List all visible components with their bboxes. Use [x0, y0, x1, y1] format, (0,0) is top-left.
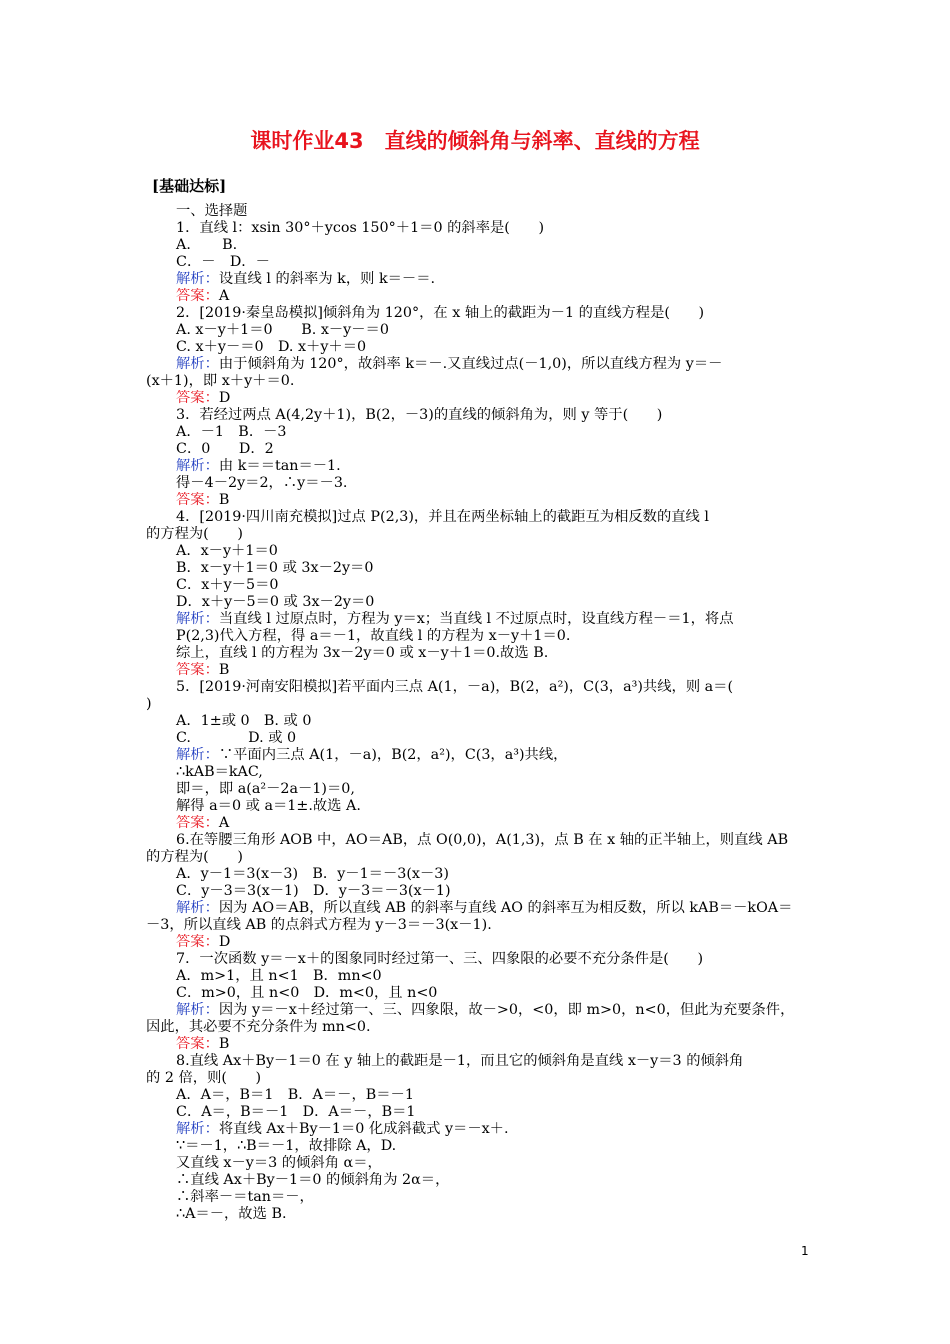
text-line	[146, 900, 812, 917]
line-text: 8.直线 Ax＋By－1＝0 在 y 轴上的截距是－1，而且它的倾斜角是直线 x－y＝3 的倾斜角	[176, 1053, 744, 1069]
line-text: C. x＋y－＝0 D. x＋y＋＝0	[176, 339, 367, 355]
text-line	[146, 390, 812, 407]
text-line	[146, 526, 812, 543]
line-text: 由 k＝＝tan＝－1.	[218, 458, 341, 474]
analysis-label: 解析：	[176, 611, 219, 627]
text-line	[146, 1019, 812, 1036]
answer-label: 答案：	[176, 288, 219, 304]
text-line	[146, 934, 812, 951]
line-text: 的方程为( )	[146, 849, 243, 865]
text-line	[146, 407, 812, 424]
line-text: A. x－y＋1＝0 B. x－y－＝0	[176, 322, 389, 338]
line-text: ∵平面内三点 A(1，－a)，B(2，a²)，C(3，a³)共线，	[218, 747, 568, 763]
text-line	[146, 696, 812, 713]
text-line	[146, 645, 812, 662]
section-heading: [基础达标]	[152, 177, 227, 195]
line-text: 因为 y＝－x＋经过第一、三、四象限，故－>0，<0，即 m>0，n<0，但此为充要条件，	[218, 1002, 795, 1018]
line-text: A． B.	[176, 237, 238, 253]
line-text: C．－ D．－	[176, 254, 270, 270]
text-line	[146, 1036, 812, 1053]
analysis-label: 解析：	[176, 458, 219, 474]
line-text: 一、选择题	[176, 203, 248, 219]
text-line	[146, 1104, 812, 1121]
line-text: A．y－1＝3(x－3) B．y－1＝－3(x－3)	[176, 866, 449, 882]
line-text: A	[218, 815, 230, 831]
text-line	[146, 1206, 812, 1223]
text-line	[146, 662, 812, 679]
line-text: A．－1 B．－3	[176, 424, 287, 440]
line-text: 6.在等腰三角形 AOB 中，AO＝AB，点 O(0,0)，A(1,3)，点 B 在 x 轴的正半轴上，则直线 AB	[176, 832, 789, 848]
analysis-label: 解析：	[176, 900, 219, 916]
answer-label: 答案：	[176, 815, 219, 831]
line-text: A．m>1，且 n<1 B．mn<0	[176, 968, 382, 984]
text-line	[146, 679, 812, 696]
line-text: C．0 D．2	[176, 441, 274, 457]
text-line	[146, 747, 812, 764]
line-text: A．1±或 0 B. 或 0	[176, 713, 312, 729]
text-line	[146, 237, 812, 254]
text-line	[146, 594, 812, 611]
line-text: A．x－y＋1＝0	[176, 543, 278, 559]
text-line	[146, 883, 812, 900]
line-text: 因此，其必要不充分条件为 mn<0.	[146, 1019, 371, 1035]
line-text: 因为 AO＝AB，所以直线 AB 的斜率与直线 AO 的斜率互为相反数，所以 kAB＝－kOA＝	[218, 900, 793, 916]
answer-label: 答案：	[176, 390, 219, 406]
page-number: 1	[801, 1244, 809, 1258]
text-line	[146, 1121, 812, 1138]
text-line	[146, 577, 812, 594]
line-text: C．m>0，且 n<0 D．m<0，且 n<0	[176, 985, 438, 1001]
line-text: B	[218, 1036, 230, 1052]
text-line	[146, 373, 812, 390]
line-text: P(2,3)代入方程，得 a＝－1，故直线 l 的方程为 x－y＋1＝0.	[176, 628, 571, 644]
line-text: C．x＋y－5＝0	[176, 577, 279, 593]
line-text: A．A＝，B＝1 B．A＝－，B＝－1	[176, 1087, 414, 1103]
line-text: 解得 a＝0 或 a＝1±.故选 A.	[176, 798, 361, 814]
text-line	[146, 832, 812, 849]
line-text: 综上，直线 l 的方程为 3x－2y＝0 或 x－y＋1＝0.故选 B.	[176, 645, 549, 661]
analysis-label: 解析：	[176, 747, 219, 763]
line-text: ∴斜率－＝tan＝－，	[176, 1189, 314, 1205]
text-line	[146, 203, 812, 220]
line-text: 当直线 l 过原点时，方程为 y＝x；当直线 l 不过原点时，设直线方程－＝1，将点	[218, 611, 734, 627]
line-text: 3．若经过两点 A(4,2y＋1)，B(2，－3)的直线的倾斜角为，则 y 等于( )	[176, 407, 663, 423]
text-line	[146, 611, 812, 628]
text-line	[146, 866, 812, 883]
analysis-label: 解析：	[176, 1002, 219, 1018]
page-title: 课时作业43 直线的倾斜角与斜率、直线的方程	[250, 129, 700, 153]
line-text: 2．[2019·秦皇岛模拟]倾斜角为 120°，在 x 轴上的截距为－1 的直线方程是( )	[176, 305, 705, 321]
line-text: B	[218, 492, 230, 508]
text-line	[146, 730, 812, 747]
text-line	[146, 424, 812, 441]
text-line	[146, 764, 812, 781]
text-line	[146, 1189, 812, 1206]
analysis-label: 解析：	[176, 271, 219, 287]
line-text: D	[218, 934, 231, 950]
line-text: 的方程为( )	[146, 526, 243, 542]
text-line	[146, 458, 812, 475]
text-line	[146, 951, 812, 968]
text-line	[146, 254, 812, 271]
line-text: C．A＝，B＝－1 D．A＝－，B＝1	[176, 1104, 416, 1120]
answer-label: 答案：	[176, 662, 219, 678]
text-line	[146, 339, 812, 356]
analysis-label: 解析：	[176, 1121, 219, 1137]
text-line	[146, 1053, 812, 1070]
text-line	[146, 475, 812, 492]
text-line	[146, 322, 812, 339]
text-line	[146, 288, 812, 305]
text-line	[146, 1138, 812, 1155]
text-line	[146, 1155, 812, 1172]
text-line	[146, 628, 812, 645]
answer-label: 答案：	[176, 934, 219, 950]
text-line	[146, 781, 812, 798]
line-text: A	[218, 288, 230, 304]
text-line	[146, 492, 812, 509]
analysis-label: 解析：	[176, 356, 219, 372]
document-body	[146, 203, 812, 1223]
text-line	[146, 560, 812, 577]
line-text: 得－4－2y＝2，∴y＝－3.	[176, 475, 348, 491]
line-text: (x＋1)，即 x＋y＋＝0.	[146, 373, 295, 389]
line-text: 即＝，即 a(a²－2a－1)＝0,	[176, 781, 355, 797]
line-text: )	[146, 696, 152, 712]
text-line	[146, 985, 812, 1002]
answer-label: 答案：	[176, 492, 219, 508]
text-line	[146, 1070, 812, 1087]
line-text: 5．[2019·河南安阳模拟]若平面内三点 A(1，－a)，B(2，a²)，C(3，a³)共线，则 a＝(	[176, 679, 734, 695]
line-text: ∵＝－1，∴B＝－1，故排除 A，D.	[176, 1138, 397, 1154]
text-line	[146, 543, 812, 560]
line-text: －3，所以直线 AB 的点斜式方程为 y－3＝－3(x－1).	[146, 917, 492, 933]
text-line	[146, 849, 812, 866]
text-line	[146, 271, 812, 288]
line-text: D．x＋y－5＝0 或 3x－2y＝0	[176, 594, 375, 610]
line-text: D	[218, 390, 231, 406]
line-text: 7．一次函数 y＝－x＋的图象同时经过第一、三、四象限的必要不充分条件是( )	[176, 951, 704, 967]
text-line	[146, 356, 812, 373]
answer-label: 答案：	[176, 1036, 219, 1052]
line-text: 将直线 Ax＋By－1＝0 化成斜截式 y＝－x＋.	[218, 1121, 509, 1137]
line-text: B．x－y＋1＝0 或 3x－2y＝0	[176, 560, 374, 576]
line-text: 设直线 l 的斜率为 k，则 k＝－＝.	[218, 271, 436, 287]
text-line	[146, 1002, 812, 1019]
text-line	[146, 815, 812, 832]
line-text: ∴A＝－，故选 B.	[176, 1206, 287, 1222]
line-text: 的 2 倍，则( )	[146, 1070, 262, 1086]
line-text: 又直线 x－y＝3 的倾斜角 α＝，	[176, 1155, 382, 1171]
text-line	[146, 305, 812, 322]
text-line	[146, 509, 812, 526]
text-line	[146, 713, 812, 730]
line-text: 由于倾斜角为 120°，故斜率 k＝－.又直线过点(－1,0)，所以直线方程为 y＝－	[218, 356, 723, 372]
line-text: ∴直线 Ax＋By－1＝0 的倾斜角为 2α＝，	[176, 1172, 450, 1188]
text-line	[146, 1172, 812, 1189]
line-text: ∴kAB＝kAC,	[176, 764, 263, 780]
line-text: 1．直线 l：xsin 30°＋ycos 150°＋1＝0 的斜率是( )	[176, 220, 545, 236]
text-line	[146, 798, 812, 815]
text-line	[146, 968, 812, 985]
line-text: C．y－3＝3(x－1) D．y－3＝－3(x－1)	[176, 883, 451, 899]
text-line	[146, 917, 812, 934]
line-text: C. D. 或 0	[176, 730, 297, 746]
text-line	[146, 441, 812, 458]
line-text: B	[218, 662, 230, 678]
text-line	[146, 1087, 812, 1104]
text-line	[146, 220, 812, 237]
line-text: 4．[2019·四川南充模拟]过点 P(2,3)，并且在两坐标轴上的截距互为相反数的直线 l	[176, 509, 709, 525]
